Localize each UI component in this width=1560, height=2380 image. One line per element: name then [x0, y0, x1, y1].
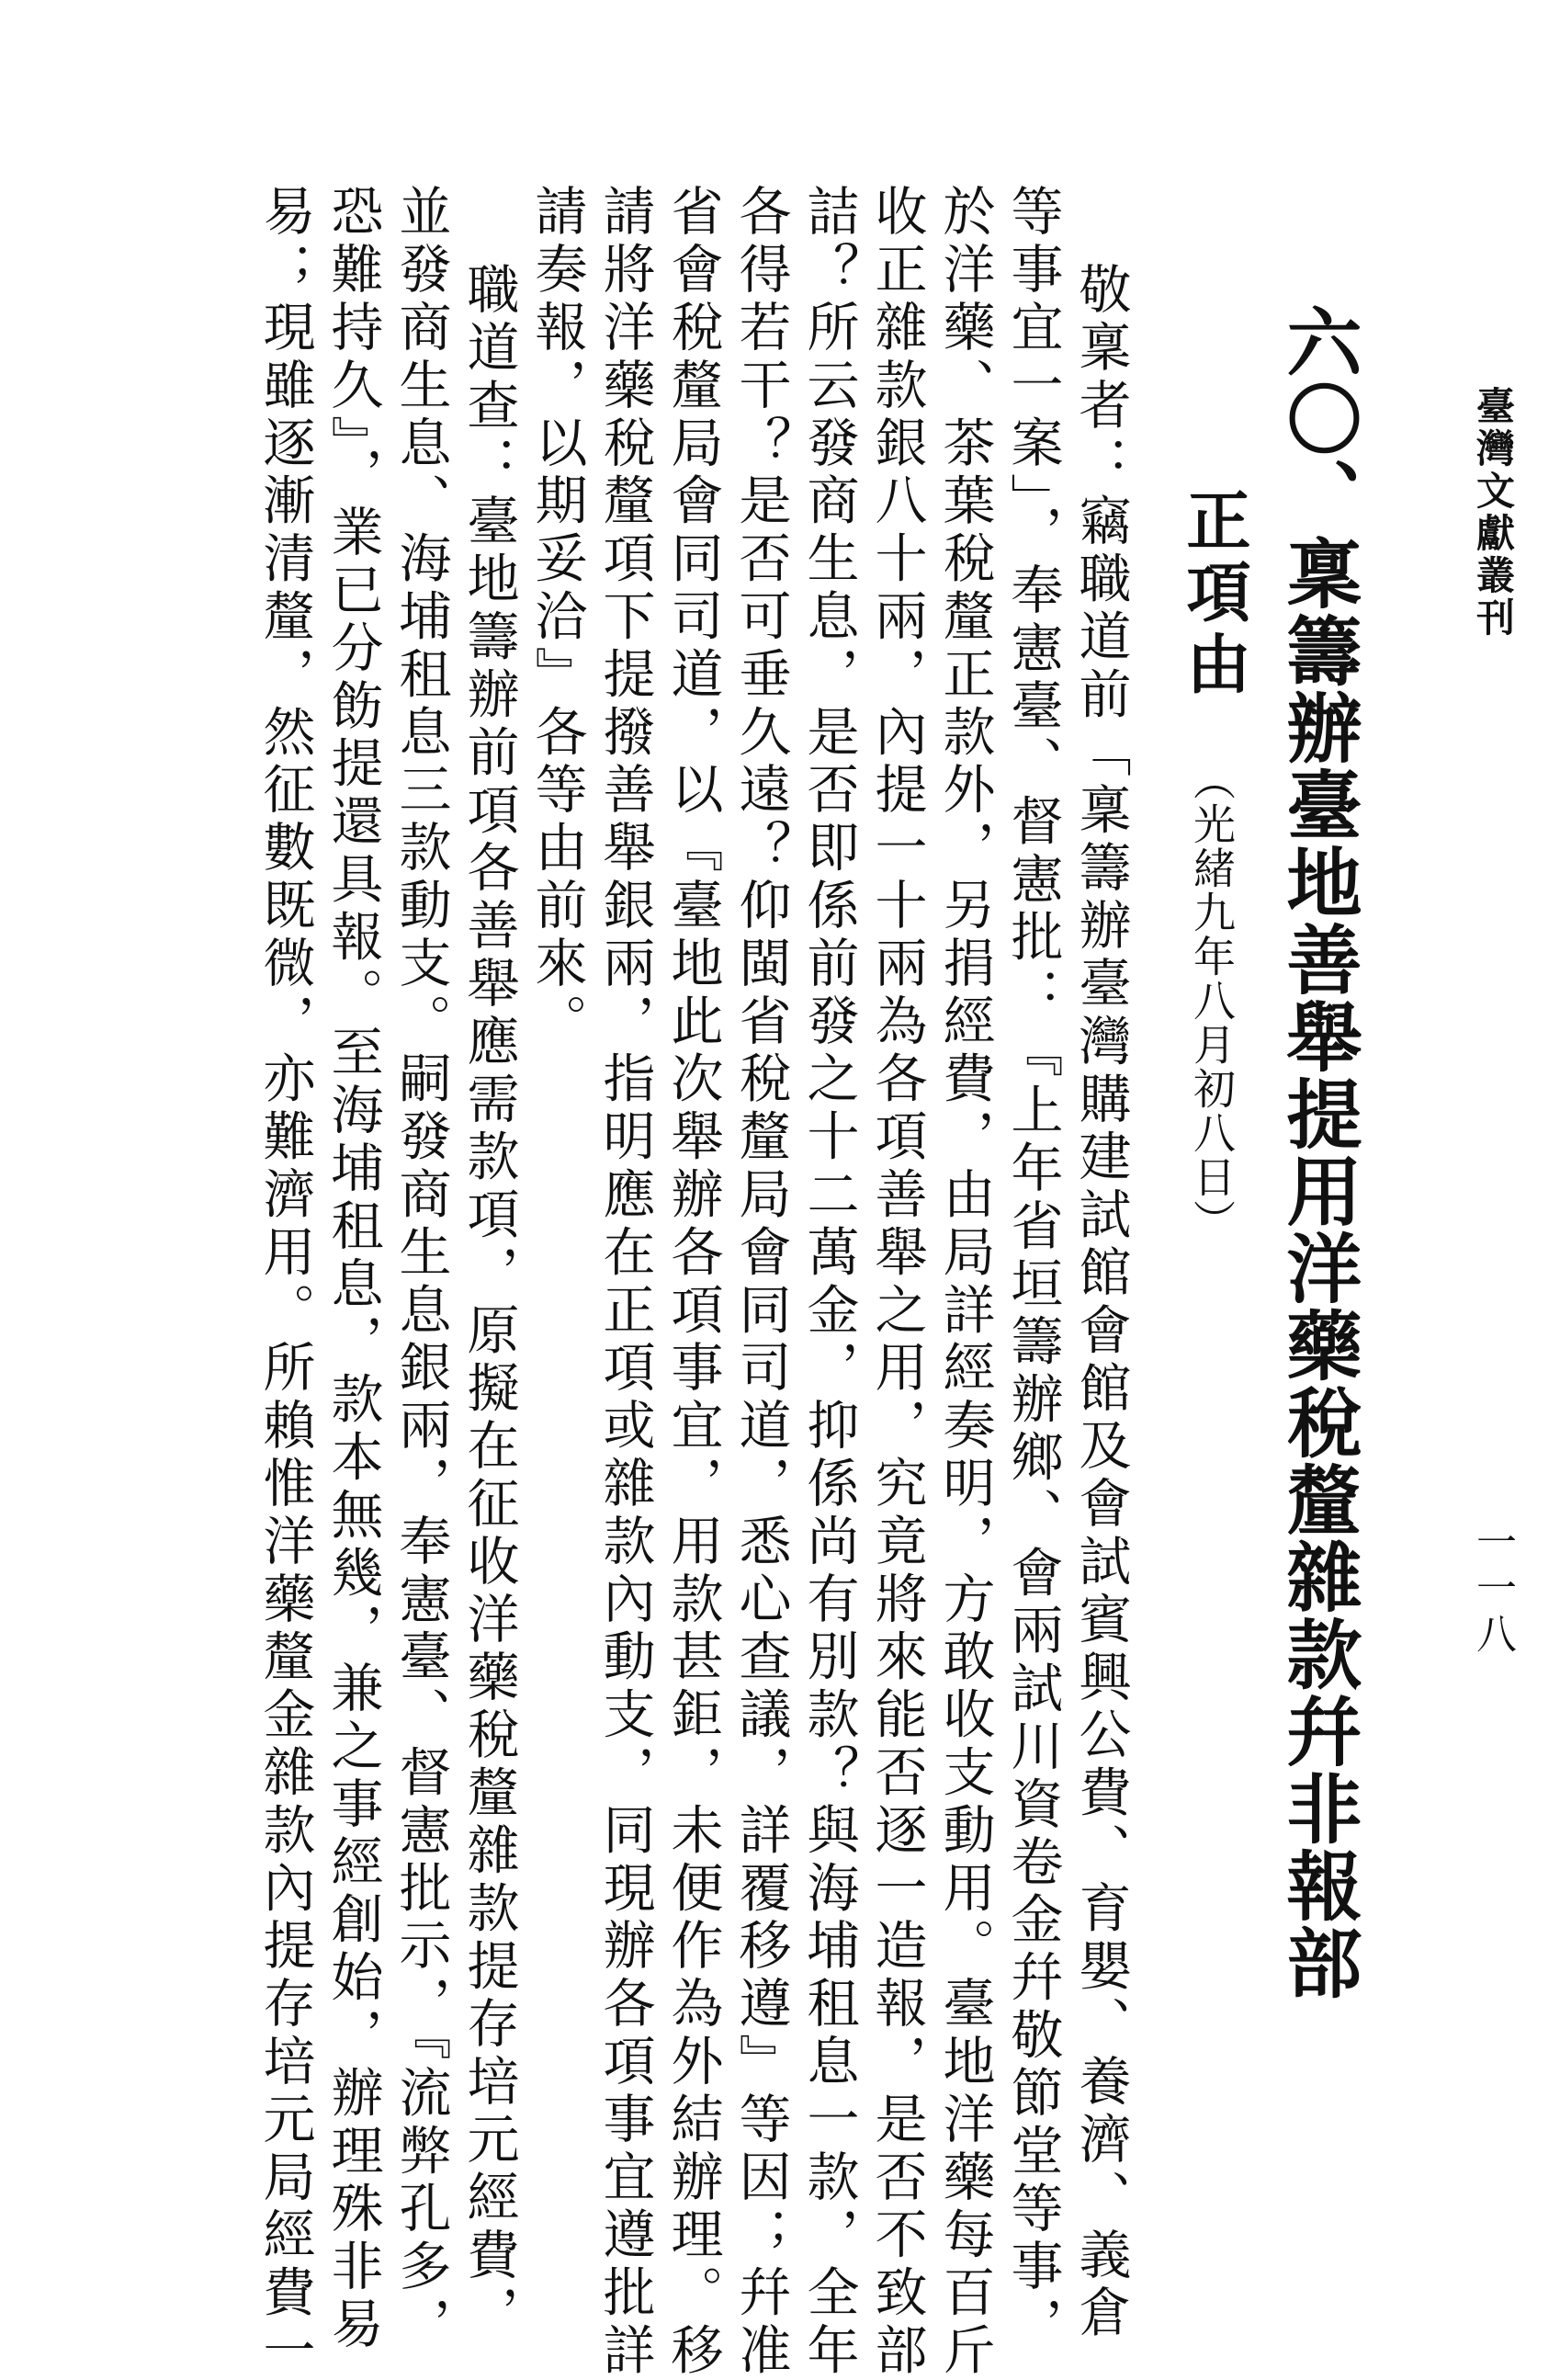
page-number: 一一八 [1469, 1521, 1516, 1659]
text-column: 等事宜一案」，奉憲臺、督憲批：『上年省垣籌辦鄉、會兩試川資卷金幷敬節堂等事， [1002, 184, 1063, 2354]
text-column: 敬稟者：竊職道前「稟籌辦臺灣購建試館會館及會試賓興公費、育嬰、養濟、義倉 [1070, 262, 1131, 2343]
text-column: 請將洋藥稅釐項下提撥善舉銀兩，指明應在正項或雜款內動支，同現辦各項事宜遵批詳 [594, 184, 655, 2380]
text-column: 省會稅釐局會同司道，以『臺地此次舉辦各項事宜，用款甚鉅，未便作為外結辦理。移 [662, 184, 723, 2380]
text-column: 恐難持久』，業已分飭提還具報。至海埔租息，款本無幾，兼之事經創始，辦理殊非易 [322, 184, 383, 2354]
series-title: 臺灣文獻叢刊 [1471, 386, 1516, 640]
document-title-cont: 正項由 [1176, 487, 1252, 702]
text-column: 易；現雖逐漸清釐，然征數既微，亦難濟用。所賴惟洋藥釐金雜款內提存培元局經費一 [254, 184, 315, 2380]
text-column: 收正雜款銀八十兩，內提一十兩為各項善舉之用，究竟將來能否逐一造報，是否不致部 [866, 184, 927, 2380]
text-column: 職道查：臺地籌辦前項各善舉應需款項，原擬在征收洋藥稅釐雜款提存培元經費， [458, 262, 519, 2343]
text-column: 於洋藥、茶葉稅釐正款外，另捐經費，由局詳經奏明，方敢收支動用。臺地洋藥每百斤 [934, 184, 995, 2380]
text-column: 並發商生息、海埔租息三款動支。嗣發商生息銀兩，奉憲臺、督憲批示，『流弊孔多， [390, 184, 451, 2354]
text-column: 各得若干？是否可垂久遠？仰閩省稅釐局會同司道，悉心查議，詳覆移遵』等因；幷准 [730, 184, 791, 2380]
document-title: 六〇、稟籌辦臺地善舉提用洋藥稅釐雜款幷非報部 [1274, 303, 1362, 2001]
text-column: 詰？所云發商生息，是否即係前發之十二萬金，抑係尚有別款？與海埔租息一款，全年 [798, 184, 859, 2380]
text-column: 請奏報，以期妥洽』各等由前來。 [526, 184, 587, 1051]
document-date: （光緒九年八月初八日） [1187, 758, 1237, 1243]
